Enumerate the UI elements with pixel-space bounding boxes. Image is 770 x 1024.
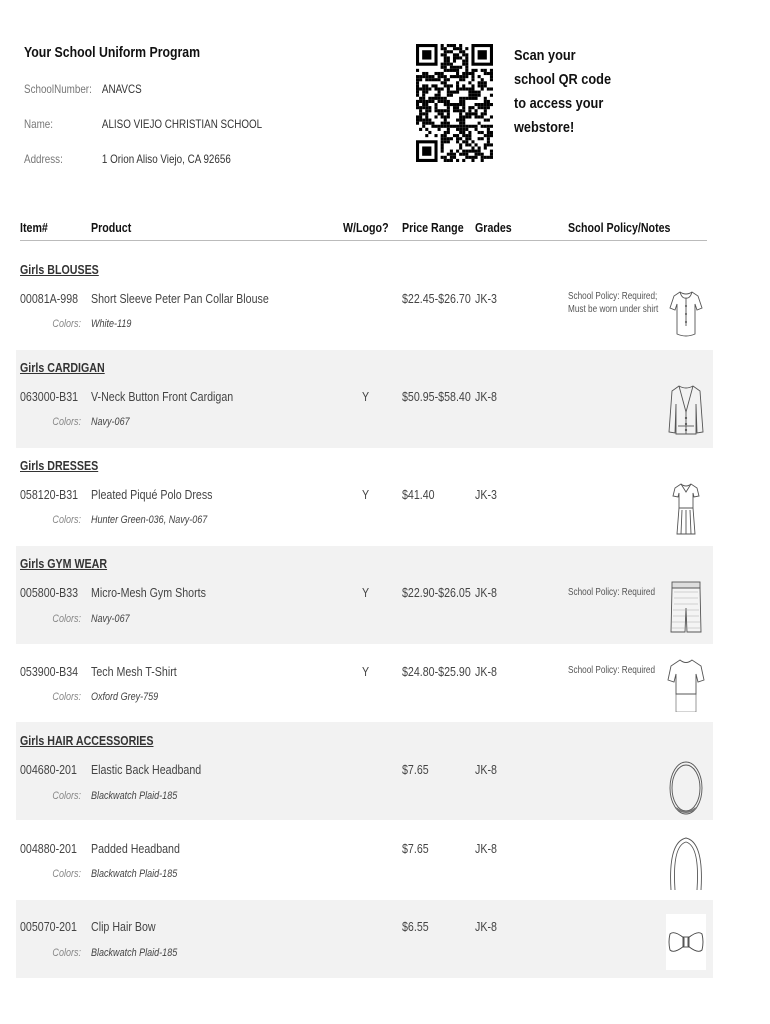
grades: JK-8 xyxy=(475,919,497,934)
gym-shorts-icon xyxy=(666,578,706,634)
school-address-value: 1 Orion Aliso Viejo, CA 92656 xyxy=(101,152,231,166)
price-range: $50.95-$58.40 xyxy=(402,389,471,404)
item-number: 005800-B33 xyxy=(20,585,79,600)
colors-label: Colors: xyxy=(52,416,81,428)
blouse-icon xyxy=(666,286,706,342)
t-shirt-icon xyxy=(666,656,706,712)
category-heading: Girls BLOUSES xyxy=(20,262,99,277)
grades: JK-8 xyxy=(475,585,497,600)
col-header-grades: Grades xyxy=(475,220,512,235)
logo-flag: Y xyxy=(362,585,370,600)
col-header-item: Item# xyxy=(20,220,48,235)
item-number: 00081A-998 xyxy=(20,291,79,306)
col-header-logo: W/Logo? xyxy=(343,220,389,235)
grades: JK-8 xyxy=(475,762,497,777)
page-title: Your School Uniform Program xyxy=(24,44,201,61)
colors-label: Colors: xyxy=(52,514,81,526)
logo-flag: Y xyxy=(362,664,370,679)
grades: JK-3 xyxy=(475,487,497,502)
grades: JK-8 xyxy=(475,389,497,404)
category-heading: Girls DRESSES xyxy=(20,458,99,473)
price-range: $6.55 xyxy=(402,919,429,934)
item-number: 005070-201 xyxy=(20,919,77,934)
qr-code-icon xyxy=(416,44,493,162)
product-name: Clip Hair Bow xyxy=(91,919,156,934)
cardigan-icon xyxy=(666,382,706,438)
colors-label: Colors: xyxy=(52,318,81,330)
colors-label: Colors: xyxy=(52,691,81,703)
school-number-row xyxy=(24,82,142,96)
item-number: 063000-B31 xyxy=(20,389,79,404)
qr-text-line: school QR code xyxy=(514,71,612,88)
qr-text-line: webstore! xyxy=(514,119,575,136)
school-address-row xyxy=(24,152,231,166)
qr-text-line: Scan your xyxy=(514,47,576,64)
colors-value: Oxford Grey-759 xyxy=(91,691,159,703)
grades: JK-8 xyxy=(475,664,497,679)
item-number: 053900-B34 xyxy=(20,664,79,679)
policy-note-line: School Policy: Required xyxy=(568,587,656,598)
colors-label: Colors: xyxy=(52,868,81,880)
price-range: $22.45-$26.70 xyxy=(402,291,471,306)
col-header-notes: School Policy/Notes xyxy=(568,220,671,235)
product-name: Short Sleeve Peter Pan Collar Blouse xyxy=(91,291,269,306)
hair-bow-icon xyxy=(666,914,706,970)
colors-value: Navy-067 xyxy=(91,613,130,625)
colors-value: Blackwatch Plaid-185 xyxy=(91,790,178,802)
colors-value: Hunter Green-036, Navy-067 xyxy=(91,514,208,526)
colors-value: Blackwatch Plaid-185 xyxy=(91,868,178,880)
product-name: V-Neck Button Front Cardigan xyxy=(91,389,234,404)
policy-note xyxy=(568,664,655,677)
dress-icon xyxy=(666,480,706,536)
price-range: $7.65 xyxy=(402,841,429,856)
colors-label: Colors: xyxy=(52,790,81,802)
school-name-value: ALISO VIEJO CHRISTIAN SCHOOL xyxy=(101,117,263,131)
grades: JK-3 xyxy=(475,291,497,306)
colors-value: Blackwatch Plaid-185 xyxy=(91,947,178,959)
category-heading: Girls CARDIGAN xyxy=(20,360,105,375)
policy-note xyxy=(568,586,655,599)
qr-code[interactable] xyxy=(416,44,493,162)
item-number: 004680-201 xyxy=(20,762,77,777)
school-address-label: Address: xyxy=(24,152,63,166)
school-name-label: Name: xyxy=(24,117,53,131)
grades: JK-8 xyxy=(475,841,497,856)
col-header-price: Price Range xyxy=(402,220,464,235)
product-name: Pleated Piqué Polo Dress xyxy=(91,487,213,502)
row-band xyxy=(16,900,713,978)
colors-value: Navy-067 xyxy=(91,416,130,428)
school-number-value: ANAVCS xyxy=(101,82,142,96)
policy-note-line: School Policy: Required; xyxy=(568,291,658,302)
qr-instructions xyxy=(514,44,611,140)
padded-headband-icon xyxy=(666,834,706,894)
price-range: $7.65 xyxy=(402,762,429,777)
price-range: $41.40 xyxy=(402,487,435,502)
colors-label: Colors: xyxy=(52,947,81,959)
school-number-label: SchoolNumber: xyxy=(24,82,92,96)
product-name: Micro-Mesh Gym Shorts xyxy=(91,585,206,600)
price-range: $24.80-$25.90 xyxy=(402,664,471,679)
logo-flag: Y xyxy=(362,487,370,502)
colors-label: Colors: xyxy=(52,613,81,625)
product-name: Padded Headband xyxy=(91,841,180,856)
qr-text-line: to access your xyxy=(514,95,604,112)
colors-value: White-119 xyxy=(91,318,132,330)
price-range: $22.90-$26.05 xyxy=(402,585,471,600)
category-heading: Girls GYM WEAR xyxy=(20,556,108,571)
col-header-product: Product xyxy=(91,220,132,235)
header-divider xyxy=(20,240,707,241)
policy-note xyxy=(568,290,658,316)
product-name: Elastic Back Headband xyxy=(91,762,202,777)
school-name-row xyxy=(24,117,262,131)
policy-note-line: Must be worn under shirt xyxy=(568,304,659,315)
item-number: 004880-201 xyxy=(20,841,77,856)
category-heading: Girls HAIR ACCESSORIES xyxy=(20,733,154,748)
logo-flag: Y xyxy=(362,389,370,404)
item-number: 058120-B31 xyxy=(20,487,79,502)
policy-note-line: School Policy: Required xyxy=(568,665,656,676)
elastic-headband-icon xyxy=(666,756,706,818)
product-name: Tech Mesh T-Shirt xyxy=(91,664,177,679)
